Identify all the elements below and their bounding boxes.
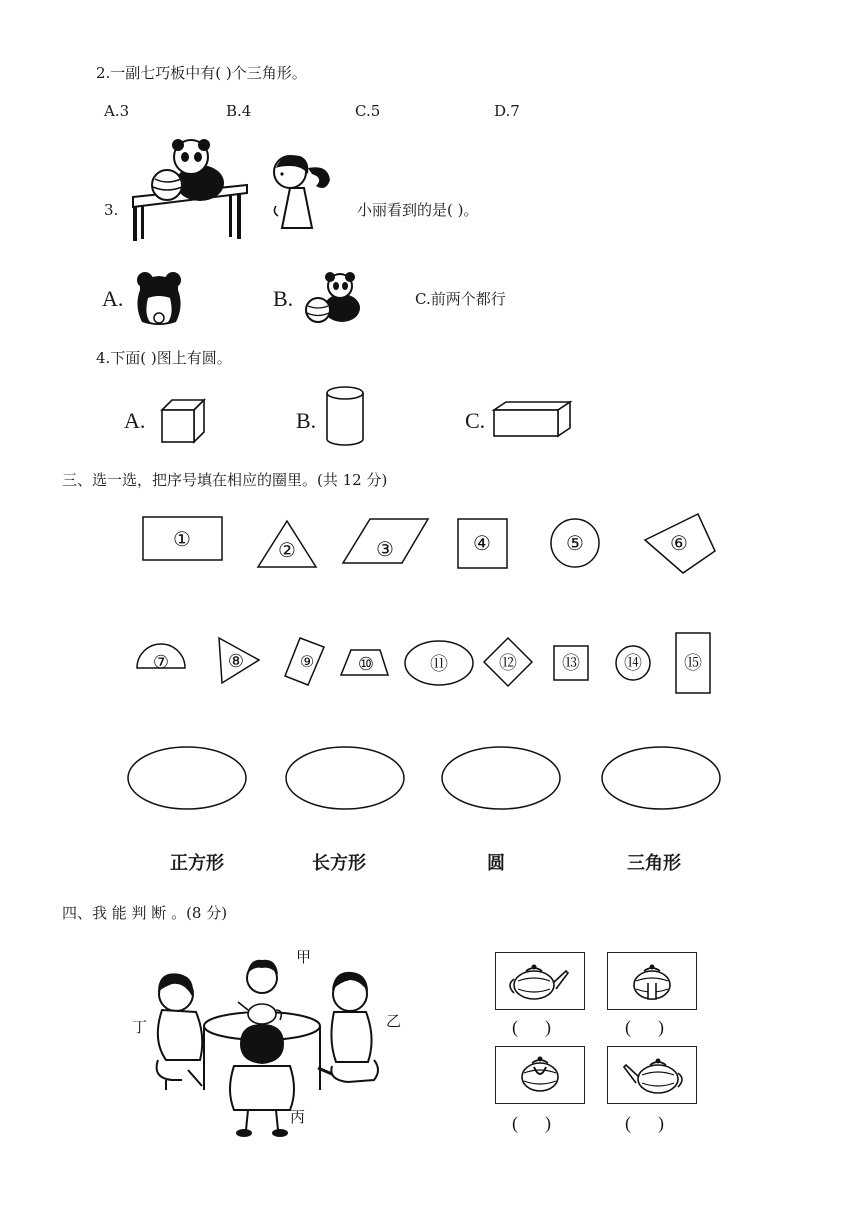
answer-circle-square[interactable] (128, 747, 246, 809)
shape-6-number: ⑥ (670, 531, 688, 555)
panda-back-view-icon (134, 270, 184, 328)
girl-xiaoli-illustration (268, 150, 338, 230)
teapot-view-3 (495, 1046, 585, 1104)
teapot-front-spout-icon (608, 953, 696, 1009)
q4-option-c-label[interactable]: C. (465, 408, 486, 433)
label-jia: 甲 (296, 948, 312, 966)
shape-3-number: ③ (376, 537, 394, 561)
shape-15-number: ⑮ (684, 653, 702, 674)
cube-icon (160, 398, 208, 446)
teapot-side-left-spout-icon (608, 1047, 696, 1103)
answer-blank-1[interactable]: ( ) (512, 1017, 551, 1037)
shape-13-number: ⑬ (562, 653, 580, 674)
teapot-back-handle-icon (496, 1047, 584, 1103)
category-label-rectangle: 长方形 (312, 853, 366, 874)
label-ding: 丁 (132, 1018, 148, 1036)
label-yi: 乙 (386, 1012, 402, 1030)
answer-blank-3[interactable]: ( ) (512, 1113, 551, 1133)
q2-question: 2.一副七巧板中有( )个三角形。 (96, 64, 307, 82)
section3-title: 三、选一选，把序号填在相应的圈里。(共 12 分) (62, 471, 388, 489)
teapot-view-1 (495, 952, 585, 1010)
q3-number: 3. (104, 201, 119, 219)
q3-option-b-label[interactable]: B. (273, 286, 294, 311)
shape-8-number: ⑧ (227, 651, 245, 672)
answer-blank-2[interactable]: ( ) (625, 1017, 664, 1037)
category-label-circle: 圆 (487, 853, 505, 874)
shape-5-number: ⑤ (566, 531, 584, 555)
cylinder-icon (325, 385, 365, 447)
shape-1-number: ① (173, 527, 191, 551)
answer-blank-4[interactable]: ( ) (625, 1113, 664, 1133)
answer-circles (0, 740, 860, 820)
answer-circle-rectangle[interactable] (286, 747, 404, 809)
q2-option-b[interactable]: B.4 (226, 102, 252, 120)
shape-11-number: ⑪ (430, 654, 448, 675)
q2-option-d[interactable]: D.7 (494, 102, 520, 120)
panda-on-table-illustration (125, 135, 255, 245)
q3-question: 小丽看到的是( )。 (357, 201, 479, 219)
teapot-view-2 (607, 952, 697, 1010)
teapot-side-right-spout-icon (496, 953, 584, 1009)
shape-10-number: ⑩ (357, 654, 375, 675)
q4-option-b-label[interactable]: B. (296, 408, 317, 433)
q2-option-a[interactable]: A.3 (104, 102, 130, 120)
shape-9-number: ⑨ (299, 652, 315, 671)
label-bing: 丙 (290, 1108, 306, 1126)
q3-option-a-label[interactable]: A. (102, 286, 124, 311)
q2-option-c[interactable]: C.5 (355, 102, 381, 120)
q4-question: 4.下面( )图上有圆。 (96, 349, 232, 367)
category-label-triangle: 三角形 (627, 853, 681, 874)
teapot-view-4 (607, 1046, 697, 1104)
children-around-table-illustration (122, 940, 422, 1145)
q3-option-c[interactable]: C.前两个都行 (415, 290, 506, 308)
shape-14-number: ⑭ (624, 653, 642, 674)
section4-title: 四、我 能 判 断 。(8 分) (62, 904, 228, 922)
answer-circle-triangle[interactable] (602, 747, 720, 809)
panda-with-ball-icon (302, 272, 366, 326)
shape-2-number: ② (278, 538, 296, 562)
shape-12-number: ⑫ (499, 653, 517, 674)
shape-4-number: ④ (473, 531, 491, 555)
cuboid-icon (492, 400, 574, 440)
q4-option-a-label[interactable]: A. (124, 408, 146, 433)
answer-circle-circle[interactable] (442, 747, 560, 809)
category-label-square: 正方形 (170, 853, 224, 874)
shape-7-number: ⑦ (152, 652, 170, 673)
shapes-area (0, 500, 860, 710)
